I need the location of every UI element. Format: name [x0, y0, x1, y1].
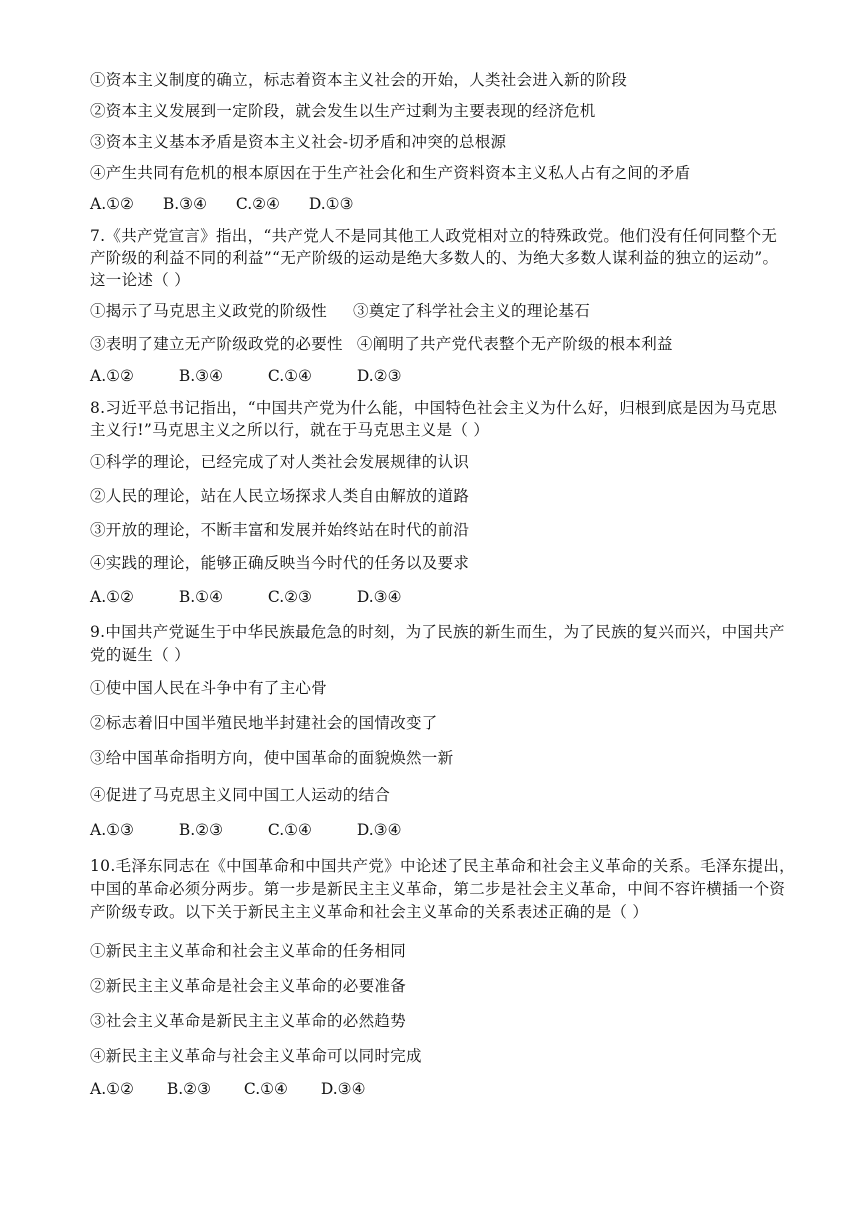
q7-items-row-2 — [90, 334, 673, 354]
q10-stem-line-1: 10.毛泽东同志在《中国革命和中国共产党》中论述了民主革命和社会主义革命的关系。毛泽东提出， — [90, 857, 795, 875]
option-b: B.②③ — [178, 821, 223, 839]
option-a: A.①② — [90, 588, 134, 606]
option-c: C.②④ — [235, 195, 280, 213]
q8-item-3: ③开放的理论，不断丰富和发展并始终站在时代的前沿 — [90, 521, 470, 539]
option-b: B.③④ — [162, 195, 207, 213]
option-c: C.②③ — [267, 588, 312, 606]
option-d: D.①③ — [308, 195, 354, 213]
option-a: A.①② — [90, 195, 134, 213]
option-d: D.②③ — [356, 367, 402, 385]
q8-options — [90, 587, 425, 607]
q7-item-4: ④阐明了共产党代表整个无产阶级的根本利益 — [356, 335, 673, 353]
q9-stem-line-2: 党的诞生（ ） — [90, 646, 191, 664]
top-options — [90, 194, 377, 214]
option-b: B.②③ — [166, 1080, 211, 1098]
q7-item-1: ①揭示了马克思主义政党的阶级性 — [90, 302, 328, 320]
option-d: D.③④ — [320, 1080, 366, 1098]
q8-item-4: ④实践的理论，能够正确反映当今时代的任务以及要求 — [90, 554, 470, 572]
top-item-2: ②资本主义发展到一定阶段，就会发生以生产过剩为主要表现的经济危机 — [90, 102, 596, 120]
option-d: D.③④ — [356, 821, 402, 839]
option-a: A.①② — [90, 367, 134, 385]
q10-item-2: ②新民主主义革命是社会主义革命的必要准备 — [90, 977, 407, 995]
option-a: A.①③ — [90, 821, 134, 839]
q7-item-3: ③表明了建立无产阶级政党的必要性 — [90, 335, 343, 353]
q8-item-1: ①科学的理论，已经完成了对人类社会发展规律的认识 — [90, 453, 470, 471]
q10-stem-line-3: 产阶级专政。以下关于新民主主义革命和社会主义革命的关系表述正确的是（ ） — [90, 903, 649, 921]
option-d: D.③④ — [356, 588, 402, 606]
q9-options — [90, 820, 425, 840]
q9-item-1: ①使中国人民在斗争中有了主心骨 — [90, 679, 328, 697]
option-c: C.①④ — [267, 821, 312, 839]
q8-item-2: ②人民的理论，站在人民立场探求人类自由解放的道路 — [90, 487, 470, 505]
q8-stem-line-1: 8.习近平总书记指出，“中国共产党为什么能，中国特色社会主义为什么好，归根到底是因为马克思 — [90, 399, 778, 417]
q7-stem-line-2: 产阶级的利益不同的利益”“无产阶级的运动是绝大多数人的、为绝大多数人谋利益的独立的运动”。 — [90, 249, 779, 267]
top-item-1: ①资本主义制度的确立，标志着资本主义社会的开始，人类社会进入新的阶段 — [90, 71, 628, 89]
q7-stem-line-3: 这一论述（ ） — [90, 271, 191, 289]
q8-stem-line-2: 主义行!”马克思主义之所以行，就在于马克思主义是（ ） — [90, 421, 490, 439]
q10-item-4: ④新民主主义革命与社会主义革命可以同时完成 — [90, 1047, 422, 1065]
q10-stem-line-2: 中国的革命必须分两步。第一步是新民主主义革命，第二步是社会主义革命，中间不容许横插一个资 — [90, 880, 786, 898]
q7-item-2: ③奠定了科学社会主义的理论基石 — [353, 302, 591, 320]
top-item-3: ③资本主义基本矛盾是资本主义社会-切矛盾和冲突的总根源 — [90, 133, 507, 151]
option-c: C.①④ — [267, 367, 312, 385]
q10-item-3: ③社会主义革命是新民主主义革命的必然趋势 — [90, 1012, 407, 1030]
q10-item-1: ①新民主主义革命和社会主义革命的任务相同 — [90, 942, 407, 960]
q9-item-3: ③给中国革命指明方向，使中国革命的面貌焕然一新 — [90, 749, 454, 767]
top-item-4: ④产生共同有危机的根本原因在于生产社会化和生产资料资本主义私人占有之间的矛盾 — [90, 164, 691, 182]
option-c: C.①④ — [243, 1080, 288, 1098]
q9-stem-line-1: 9.中国共产党诞生于中华民族最危急的时刻，为了民族的新生而生，为了民族的复兴而兴，中国共产 — [90, 623, 785, 641]
q9-item-4: ④促进了马克思主义同中国工人运动的结合 — [90, 786, 391, 804]
q7-items-row-1 — [90, 301, 590, 321]
option-b: B.①④ — [178, 588, 223, 606]
q10-options — [90, 1079, 389, 1099]
q9-item-2: ②标志着旧中国半殖民地半封建社会的国情改变了 — [90, 714, 438, 732]
option-a: A.①② — [90, 1080, 134, 1098]
q7-options — [90, 366, 425, 386]
q7-stem-line-1: 7.《共产党宣言》指出，“共产党人不是同其他工人政党相对立的特殊政党。他们没有任何同整个无 — [90, 227, 778, 245]
option-b: B.③④ — [178, 367, 223, 385]
